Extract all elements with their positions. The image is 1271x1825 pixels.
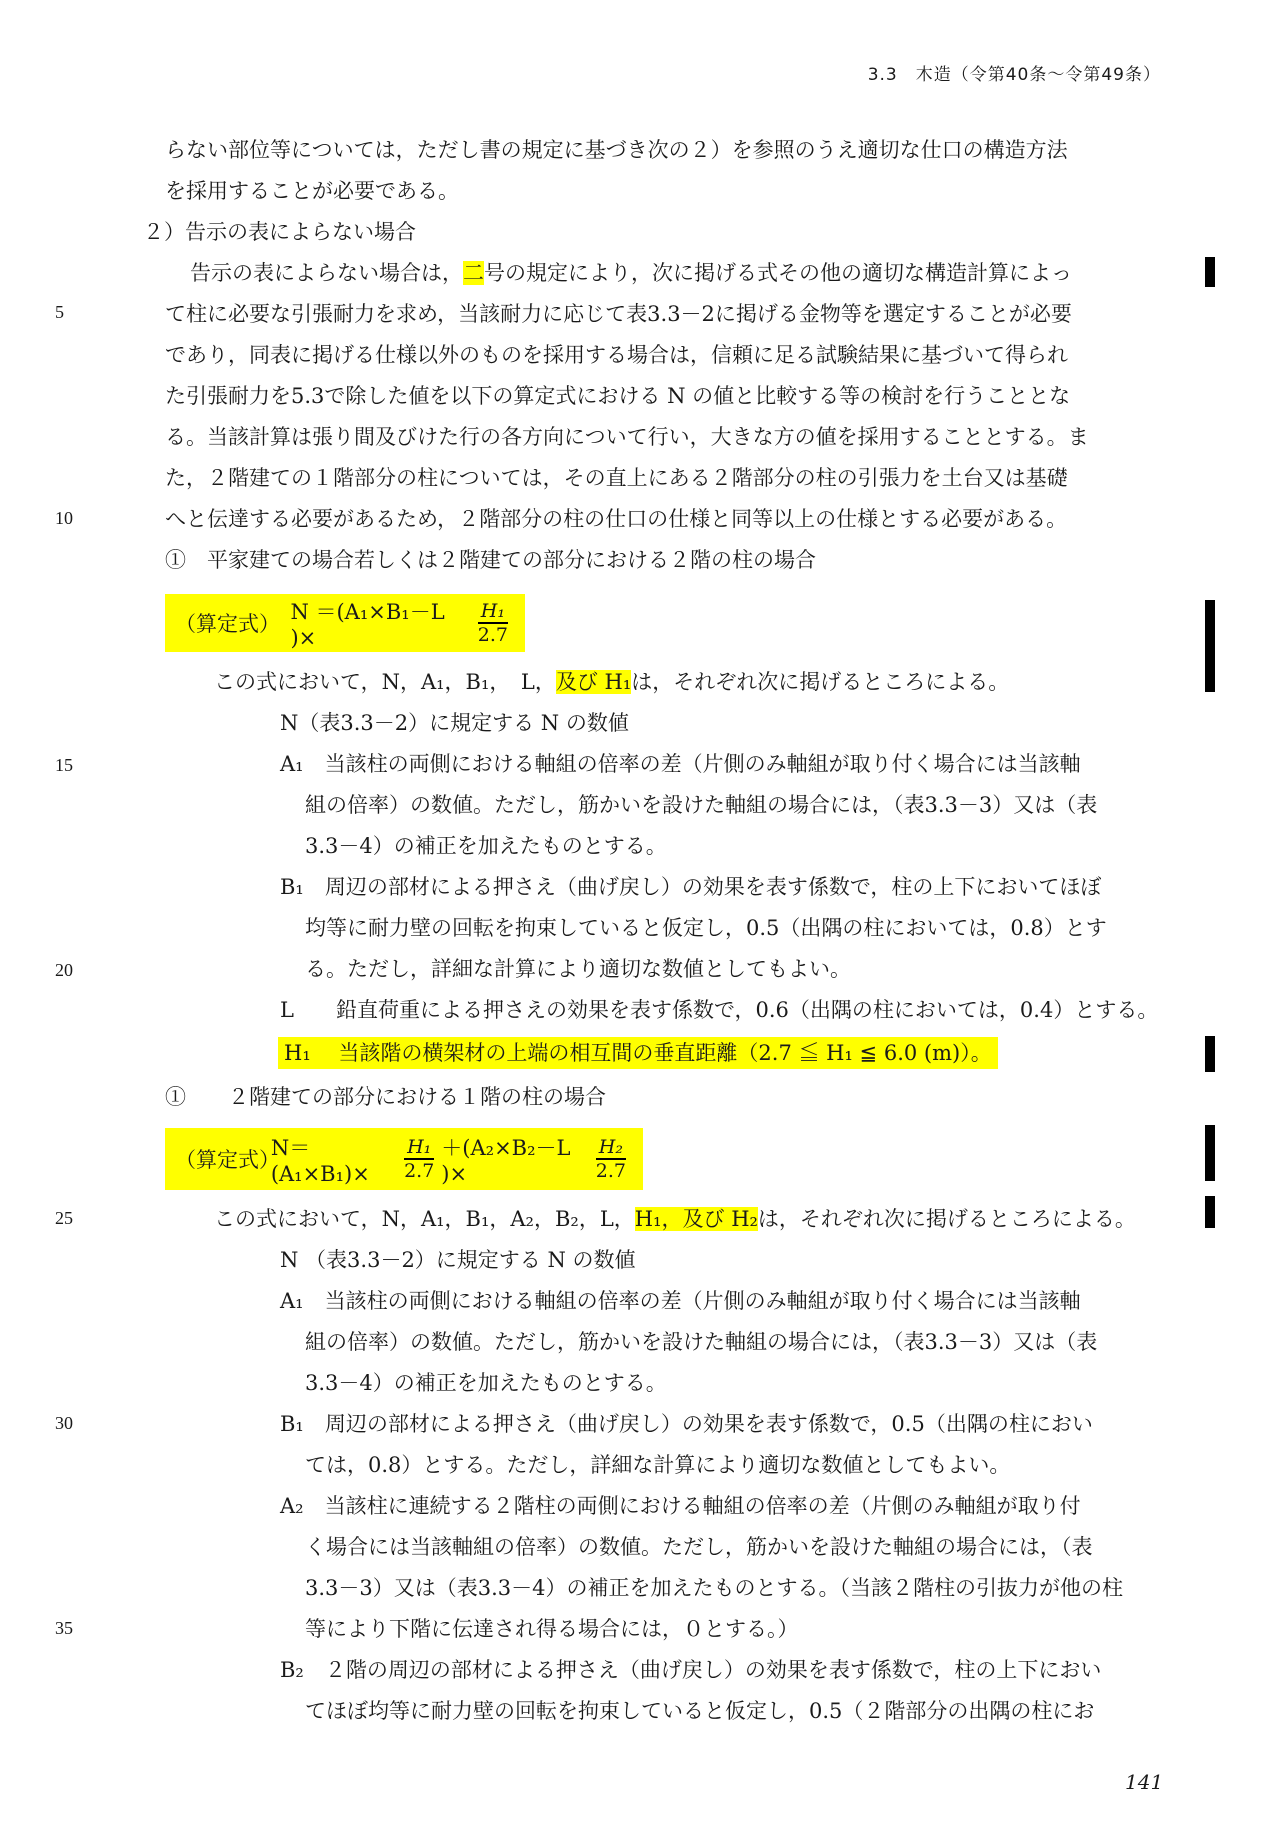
definition-B2: てほぼ均等に耐力壁の回転を拘束していると仮定し，0.5（２階部分の出隅の柱にお [305,1699,1095,1723]
definition-A1: A₁ 当該柱の両側における軸組の倍率の差（片側のみ軸組が取り付く場合には当該軸 [280,1289,1081,1313]
formula-2 [165,1128,643,1190]
definition-L: L 鉛直荷重による押さえの効果を表す係数で，0.6（出隅の柱においては，0.4）とする。 [280,998,1159,1022]
revision-bar [1205,1125,1215,1181]
highlight: 及び H₁ [555,670,632,694]
definition-A1: 3.3－4）の補正を加えたものとする。 [305,834,667,858]
case-heading: ① ２階建ての部分における１階の柱の場合 [165,1085,606,1109]
definition-A2: く場合には当該軸組の倍率）の数値。ただし，筋かいを設けた軸組の場合には，（表 [305,1535,1093,1559]
running-header: 3.3 木造（令第40条～令第49条） [867,65,1161,85]
page-number: 141 [1125,1770,1164,1794]
definition-A2: A₂ 当該柱に連続する２階柱の両側における軸組の倍率の差（片側のみ軸組が取り付 [280,1494,1081,1518]
formula-label: （算定式） [175,612,280,636]
revision-bar [1205,257,1215,287]
formula-1 [165,594,525,652]
definition-B1: ては，0.8）とする。ただし，詳細な計算により適切な数値としてもよい。 [305,1453,1011,1477]
subheading: ２）告示の表によらない場合 [143,220,416,244]
line-number: 35 [55,1618,73,1638]
line-number: 10 [55,508,73,528]
case-heading: ① 平家建ての場合若しくは２階建ての部分における２階の柱の場合 [165,548,816,572]
formula-expression: N＝(A₁×B₁)× [270,1136,370,1186]
definition-B1: B₁ 周辺の部材による押さえ（曲げ戻し）の効果を表す係数で，0.5（出隅の柱におい [280,1412,1093,1436]
formula-expression: N ＝(A₁×B₁－L )× [290,600,445,650]
definition-intro: この式において，N，A₁，B₁， L，及び H₁は，それぞれ次に掲げるところによる。 [214,670,1010,694]
highlight: H₁，及び H₂ [634,1207,758,1231]
body-line: へと伝達する必要があるため，２階部分の柱の仕口の仕様と同等以上の仕様とする必要がある。 [165,507,1068,531]
body-line: であり，同表に掲げる仕様以外のものを採用する場合は，信頼に足る試験結果に基づいて得られ [165,343,1068,367]
highlight: 二 [463,261,484,285]
definition-N: N（表3.3－2）に規定する N の数値 [280,711,629,735]
body-line: て柱に必要な引張耐力を求め，当該耐力に応じて表3.3－2に掲げる金物等を選定することが必要 [165,302,1072,326]
definition-A1: 3.3－4）の補正を加えたものとする。 [305,1371,667,1395]
body-line: らない部位等については，ただし書の規定に基づき次の２）を参照のうえ適切な仕口の構造方法 [165,138,1068,162]
definition-A1: 組の倍率）の数値。ただし，筋かいを設けた軸組の場合には，（表3.3－3）又は（表 [305,1330,1098,1354]
body-line: る。当該計算は張り間及びけた行の各方向について行い，大きな方の値を採用することとする。ま [165,425,1089,449]
definition-B2: B₂ ２階の周辺の部材による押さえ（曲げ戻し）の効果を表す係数で，柱の上下におい [280,1658,1102,1682]
definition-A1: 組の倍率）の数値。ただし，筋かいを設けた軸組の場合には，（表3.3－3）又は（表 [305,793,1098,817]
fraction: $\frac{\text{H₁}}{2.7}$ [404,1136,435,1182]
body-line: た引張耐力を5.3で除した値を以下の算定式における N の値と比較する等の検討を行うこととな [165,384,1071,408]
body-line: た，２階建ての１階部分の柱については，その直上にある２階部分の柱の引張力を土台又は基礎 [165,466,1068,490]
definition-A1: A₁ 当該柱の両側における軸組の倍率の差（片側のみ軸組が取り付く場合には当該軸 [280,752,1081,776]
definition-intro: この式において，N，A₁，B₁，A₂，B₂，L，H₁，及び H₂は，それぞれ次に掲げるところによる。 [214,1207,1136,1231]
revision-bar [1205,1036,1215,1072]
definition-A2: 3.3－3）又は（表3.3－4）の補正を加えたものとする。（当該２階柱の引抜力が他の柱 [305,1576,1124,1600]
line-number: 20 [55,960,73,980]
definition-N: N （表3.3－2）に規定する N の数値 [280,1248,636,1272]
definition-B1: B₁ 周辺の部材による押さえ（曲げ戻し）の効果を表す係数で，柱の上下においてほぼ [280,875,1102,899]
line-number: 25 [55,1208,73,1228]
formula-label: （算定式） [175,1148,280,1172]
fraction: $\frac{\text{H₁}}{2.7}$ [477,600,508,646]
definition-H1: H₁ 当該階の横架材の上端の相互間の垂直距離（2.7 ≦ H₁ ≦ 6.0 (m)）。 [278,1037,998,1069]
fraction: $\frac{\text{H₂}}{2.7}$ [595,1136,626,1182]
revision-bar [1205,600,1215,692]
line-number: 30 [55,1413,73,1433]
revision-bar [1205,1196,1215,1228]
definition-B1: 均等に耐力壁の回転を拘束していると仮定し，0.5（出隅の柱においては，0.8）とす [305,916,1107,940]
body-line: を採用することが必要である。 [165,179,459,203]
definition-A2: 等により下階に伝達され得る場合には，０とする。） [305,1617,799,1641]
line-number: 5 [55,302,64,322]
formula-expression: ＋(A₂×B₂－L )× [441,1136,571,1186]
line-number: 15 [55,755,73,775]
definition-B1: る。ただし，詳細な計算により適切な数値としてもよい。 [305,957,851,981]
body-line: 告示の表によらない場合は，二号の規定により，次に掲げる式その他の適切な構造計算によっ [190,261,1072,285]
